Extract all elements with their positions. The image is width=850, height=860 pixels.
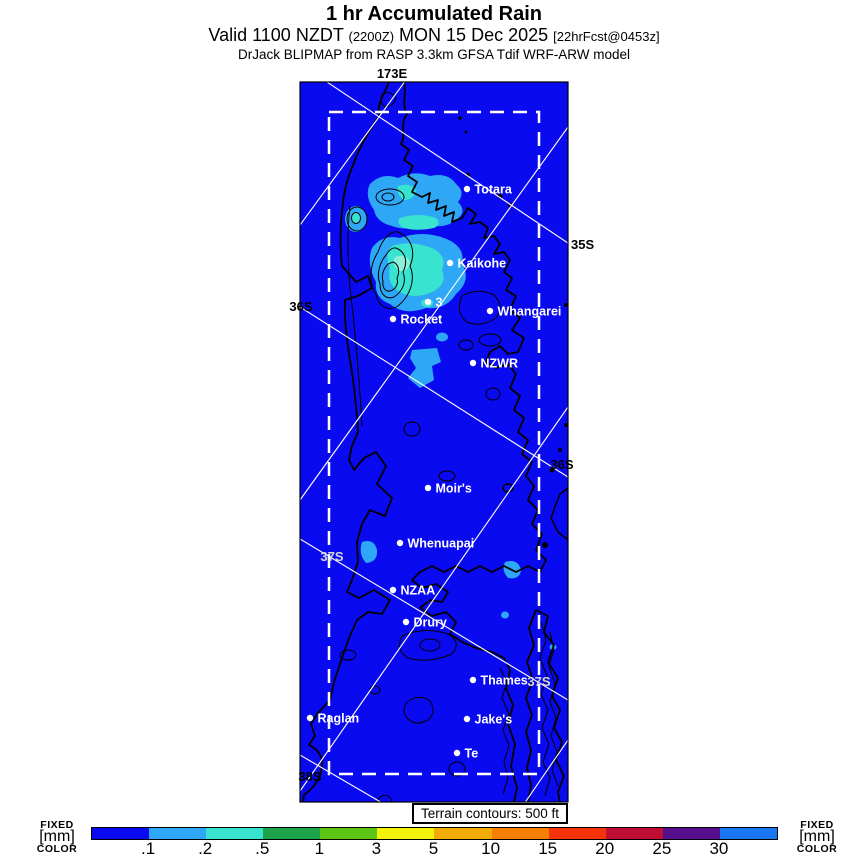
mm-unit-label: [mm] (39, 828, 75, 845)
color-label: COLOR (36, 843, 78, 855)
colorbar-tick: 15 (538, 839, 558, 858)
colorbar-tick: 10 (481, 839, 501, 858)
station-dot (307, 715, 313, 721)
valid-date: MON 15 Dec 2025 (399, 25, 549, 45)
colorbar-segment (434, 828, 491, 839)
grid-label: 36S (550, 457, 574, 472)
station-label: 3 (435, 295, 443, 310)
grid-label: 37S (527, 674, 551, 689)
grid-label: 37S (320, 549, 344, 564)
colorbar-units-right (785, 820, 849, 854)
colorbar-tick: 20 (595, 839, 615, 858)
fixed-label: FIXED (800, 819, 834, 831)
grid-label: 35S (571, 237, 595, 252)
colorbar-tick: .1 (140, 839, 156, 858)
colorbar-segment (149, 828, 206, 839)
station-dot (454, 750, 460, 756)
station-dot (397, 540, 403, 546)
forecast-tag: [22hrFcst@0453z] (553, 29, 660, 44)
colorbar-segment (206, 828, 263, 839)
colorbar-tick: .5 (255, 839, 270, 858)
station-dot (390, 316, 396, 322)
station-dot (425, 485, 431, 491)
valid-prefix: Valid 1100 NZDT (208, 25, 344, 45)
colorbar-segment (663, 828, 720, 839)
valid-zulu: (2200Z) (348, 29, 395, 44)
page-title: 1 hr Accumulated Rain (326, 3, 542, 25)
station-label: NZWR (480, 356, 518, 371)
station-dot (470, 677, 476, 683)
grid-label: 36S (289, 299, 313, 314)
color-label: COLOR (796, 843, 838, 855)
station-label: Drury (413, 615, 447, 630)
station-dot (403, 619, 409, 625)
model-line: DrJack BLIPMAP from RASP 3.3km GFSA Tdif WRF-ARW model (237, 47, 631, 62)
colorbar-segment (549, 828, 606, 839)
colorbar-tick: 1 (314, 839, 325, 858)
station-dot (425, 299, 431, 305)
grid-label: 173E (376, 66, 408, 81)
station-label: Jake's (474, 712, 513, 727)
colorbar-segment (92, 828, 149, 839)
station-label: Raglan (317, 711, 360, 726)
valid-time-line (34, 25, 834, 47)
colorbar-tick: 25 (652, 839, 672, 858)
station-label: Whenuapai (407, 536, 475, 551)
station-label: Totara (474, 182, 512, 197)
station-label: Whangarei (497, 304, 562, 319)
station-dot (470, 360, 476, 366)
station-dot (390, 587, 396, 593)
station-dot (447, 260, 453, 266)
mm-unit-label: [mm] (799, 828, 835, 845)
terrain-note: Terrain contours: 500 ft (412, 803, 568, 824)
station-dot (487, 308, 493, 314)
colorbar-ticks (91, 839, 776, 859)
colorbar-segment (263, 828, 320, 839)
title-block (34, 3, 834, 62)
station-dot (464, 716, 470, 722)
colorbar-segment (320, 828, 377, 839)
colorbar-tick: 30 (709, 839, 729, 858)
colorbar-segment (606, 828, 663, 839)
station-dot (464, 186, 470, 192)
fixed-label: FIXED (40, 819, 74, 831)
colorbar-segment (492, 828, 549, 839)
colorbar-tick: .2 (198, 839, 213, 858)
colorbar-segment (720, 828, 777, 839)
station-label: Kaikohe (457, 256, 507, 271)
colorbar-units-left (25, 820, 89, 854)
colorbar-segment (377, 828, 434, 839)
colorbar-tick: 3 (371, 839, 382, 858)
station-label: Thames (480, 673, 528, 688)
map-plot (280, 60, 600, 810)
station-label: Rocket (400, 312, 443, 327)
grid-label: 38S (298, 769, 322, 784)
station-label: NZAA (400, 583, 436, 598)
station-label: Te (464, 746, 479, 761)
station-label: Moir's (435, 481, 472, 496)
colorbar-tick: 5 (428, 839, 439, 858)
